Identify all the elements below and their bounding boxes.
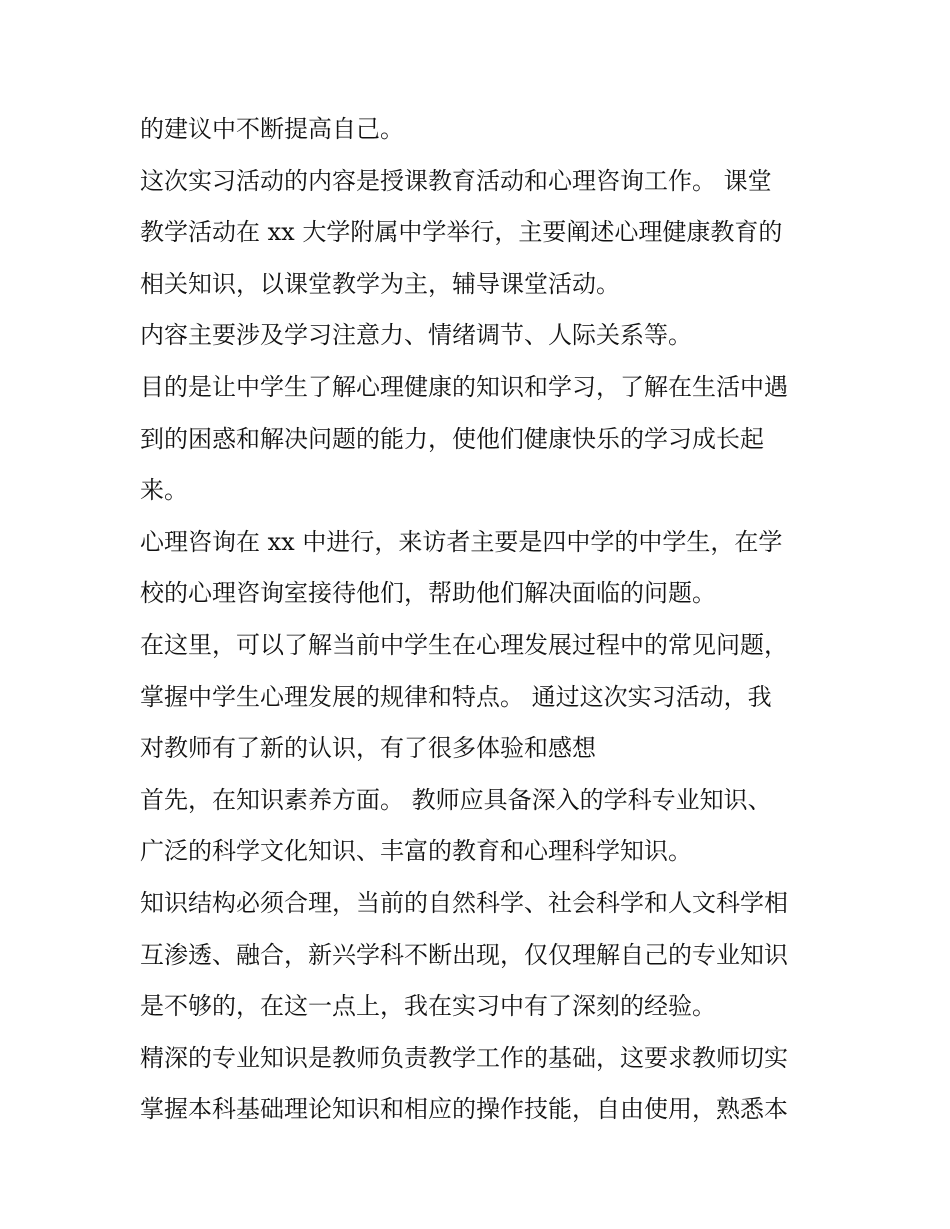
text-line: 对教师有了新的认识，有了很多体验和感想	[140, 734, 596, 763]
text-line: 内容主要涉及学习注意力、情绪调节、人际关系等。	[140, 321, 692, 350]
text-line: 掌握中学生心理发展的规律和特点。 通过这次实习活动，我	[140, 682, 772, 711]
text-line: 校的心理咨询室接待他们，帮助他们解决面临的问题。	[140, 579, 716, 608]
text-line: 知识结构必须合理，当前的自然科学、社会科学和人文科学相	[140, 888, 788, 917]
document-body	[140, 104, 820, 1136]
text-line: 互渗透、融合，新兴学科不断出现，仅仅理解自己的专业知识	[140, 940, 788, 969]
text-line: 到的困惑和解决问题的能力，使他们健康快乐的学习成长起	[140, 424, 764, 453]
text-line: 首先，在知识素养方面。 教师应具备深入的学科专业知识、	[140, 785, 772, 814]
text-line: 掌握本科基础理论知识和相应的操作技能，自由使用，熟悉本	[140, 1095, 788, 1124]
text-line: 心理咨询在 xx 中进行，来访者主要是四中学的中学生，在学	[140, 527, 783, 556]
text-line: 这次实习活动的内容是授课教育活动和心理咨询工作。 课堂	[140, 166, 772, 195]
text-line: 目的是让中学生了解心理健康的知识和学习，了解在生活中遇	[140, 372, 788, 401]
text-line: 相关知识，以课堂教学为主，辅导课堂活动。	[140, 269, 620, 298]
text-line: 的建议中不断提高自己。	[140, 115, 404, 143]
text-line: 教学活动在 xx 大学附属中学举行，主要阐述心理健康教育的	[140, 218, 783, 247]
text-line: 是不够的，在这一点上，我在实习中有了深刻的经验。	[140, 992, 716, 1021]
text-line: 精深的专业知识是教师负责教学工作的基础，这要求教师切实	[140, 1043, 788, 1072]
text-line: 广泛的科学文化知识、丰富的教育和心理科学知识。	[140, 837, 692, 866]
text-line: 来。	[140, 476, 188, 505]
text-line: 在这里，可以了解当前中学生在心理发展过程中的常见问题，	[140, 630, 788, 659]
